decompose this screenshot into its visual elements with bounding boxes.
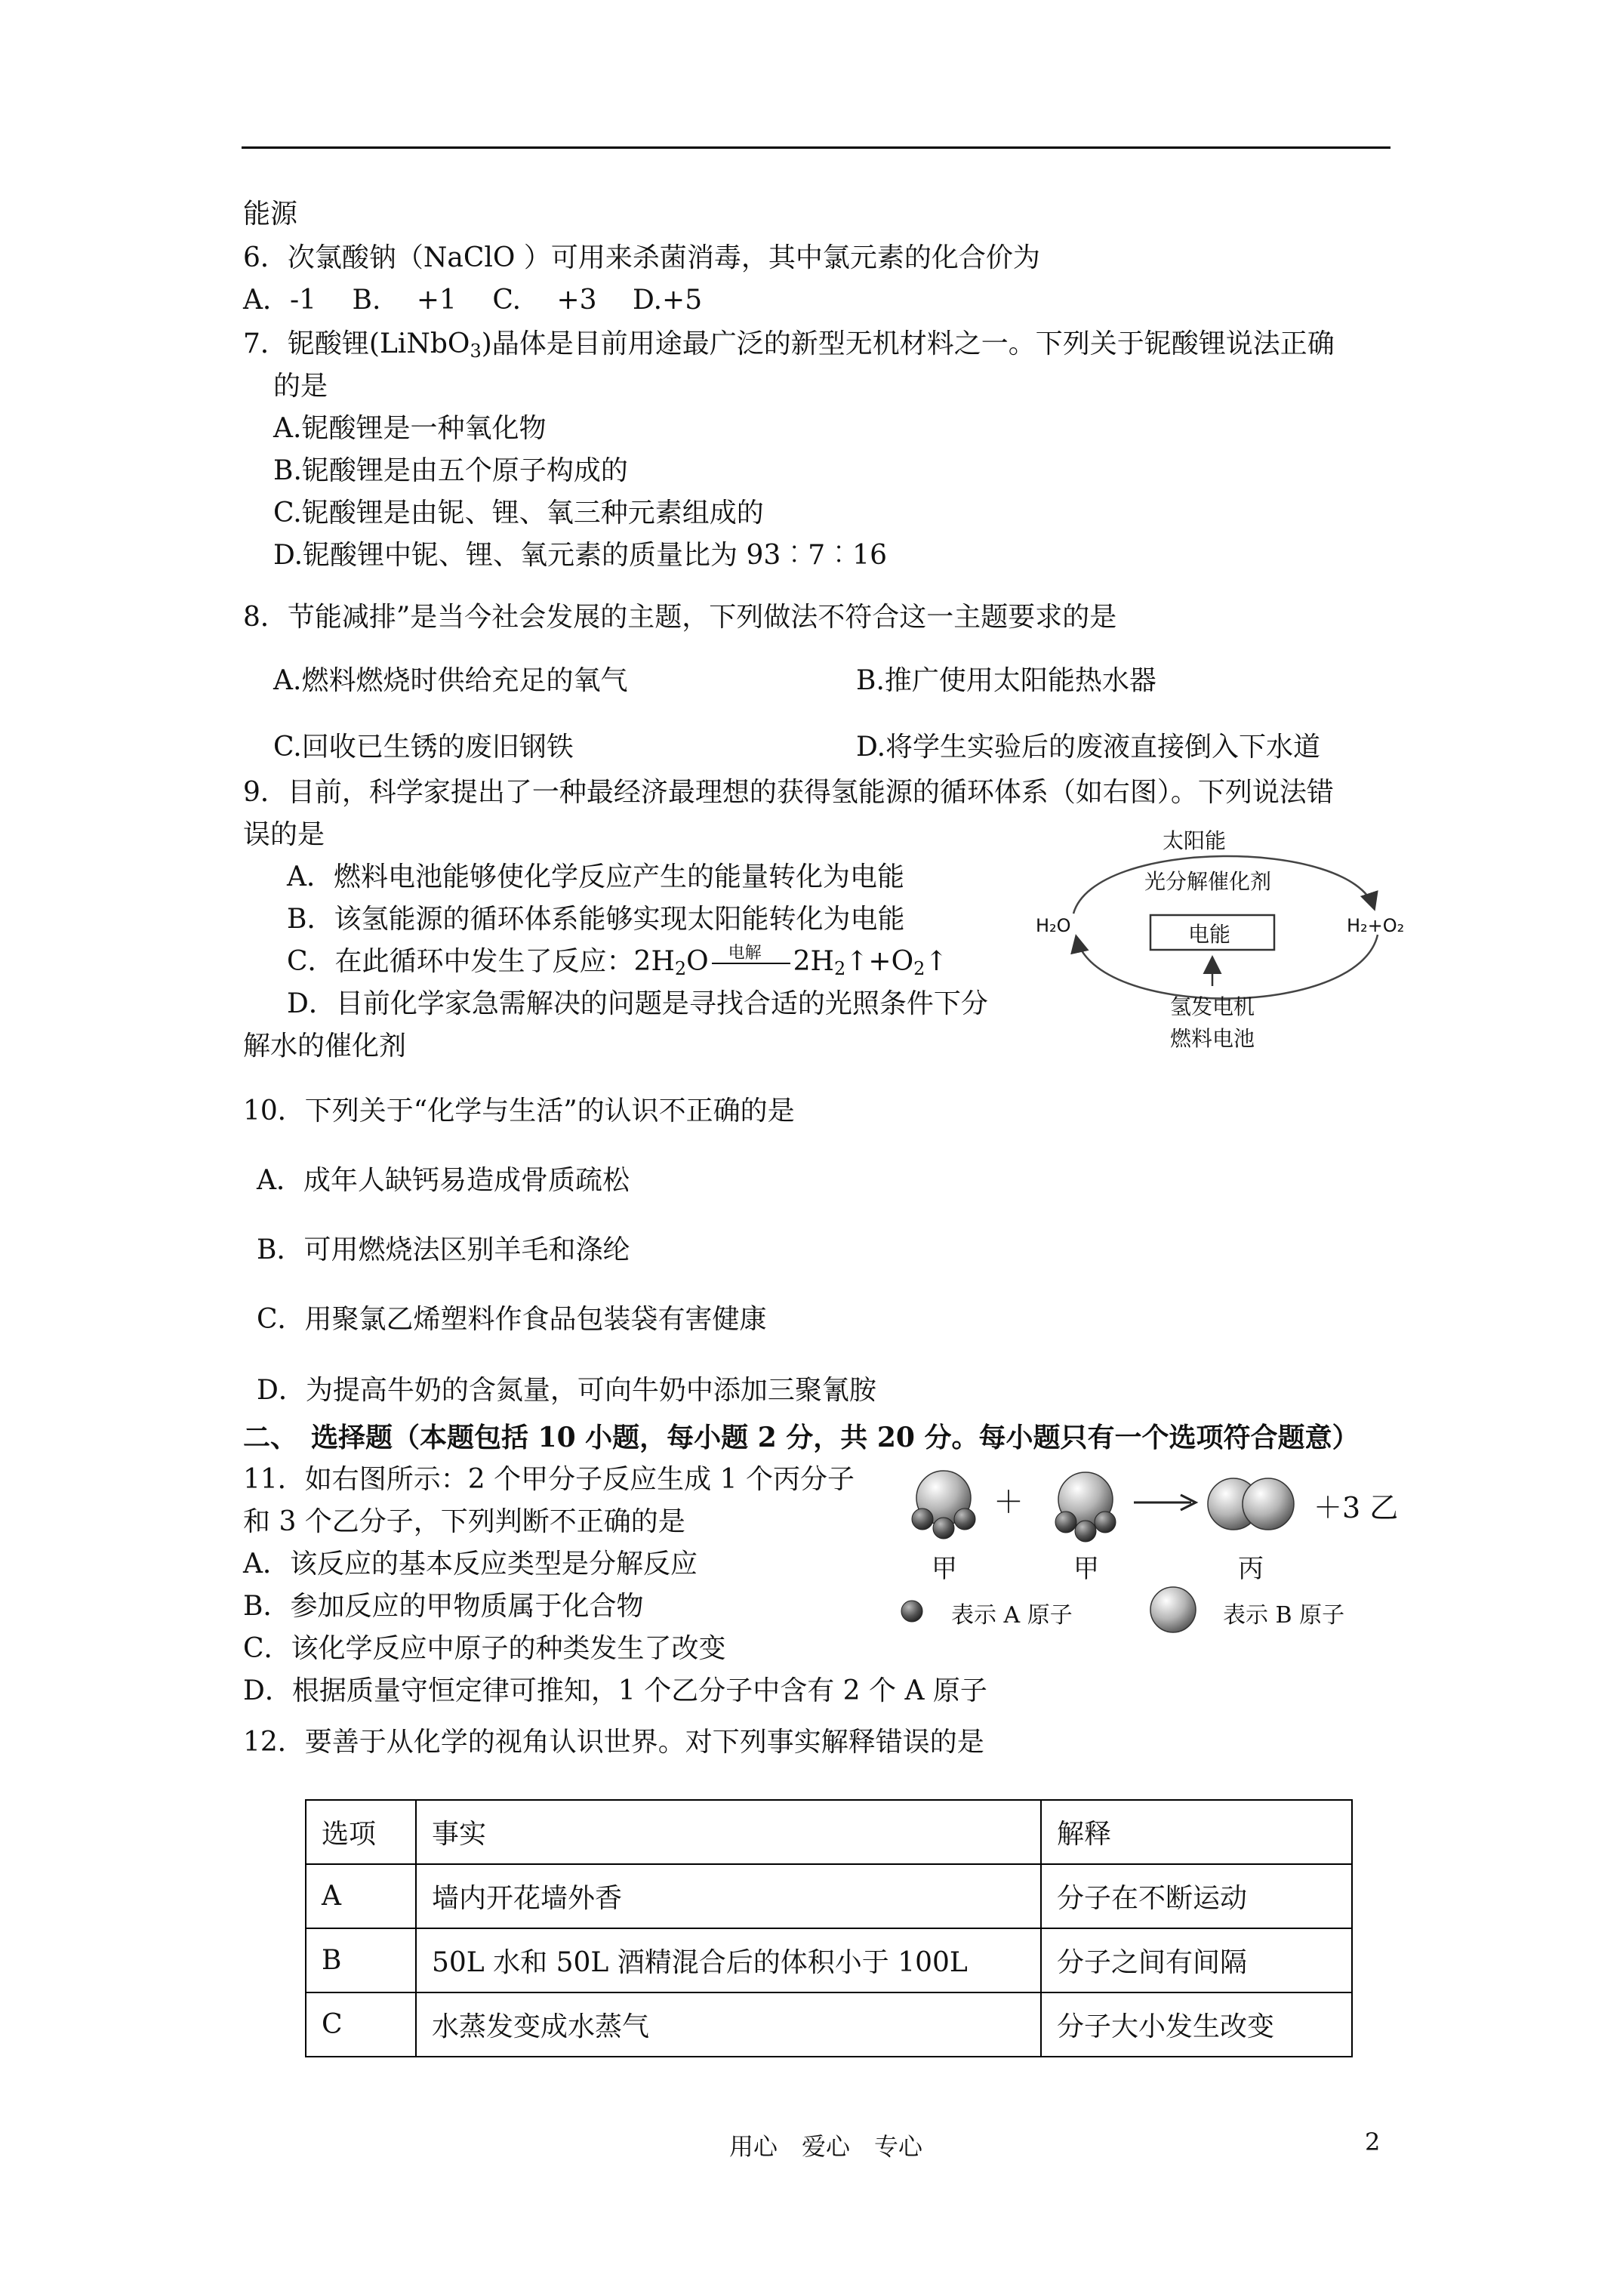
diagram-electricity-label: 电能 — [1188, 922, 1231, 947]
diagram-catalyst-label: 光分解催化剂 — [1144, 869, 1272, 894]
q12-table — [305, 1799, 1353, 2057]
table-cell: C — [306, 1992, 416, 2057]
q8-option-a: A.燃料燃烧时供给充足的氧气 — [273, 665, 628, 696]
q6-stem: 6．次氯酸钠（NaClO ）可用来杀菌消毒，其中氯元素的化合价为 — [243, 242, 1040, 273]
q7-option-d: D.铌酸锂中铌、锂、氧元素的质量比为 93︰7︰16 — [273, 540, 887, 571]
bing-label: 丙 — [1238, 1554, 1264, 1584]
header-rule — [242, 146, 1390, 149]
table-cell: 50L 水和 50L 酒精混合后的体积小于 100L — [416, 1928, 1041, 1992]
table-cell: 墙内开花墙外香 — [416, 1864, 1041, 1928]
q8-option-b: B.推广使用太阳能热水器 — [856, 665, 1156, 696]
jia-label-2: 甲 — [1073, 1554, 1099, 1584]
q6-options: A．-1 B. +1 C. +3 D.+5 — [243, 285, 703, 316]
footer-motto: 用心 爱心 专心 — [729, 2132, 923, 2161]
table-cell: 分子在不断运动 — [1041, 1864, 1352, 1928]
q8-option-c: C.回收已生锈的废旧钢铁 — [273, 732, 574, 763]
q11-option-b: B．参加反应的甲物质属于化合物 — [243, 1591, 644, 1622]
page-number: 2 — [1365, 2128, 1381, 2156]
diagram-solar-label: 太阳能 — [1163, 828, 1227, 853]
q9-option-d-cont: 解水的催化剂 — [243, 1031, 407, 1062]
q10-option-d: D．为提高牛奶的含氮量，可向牛奶中添加三聚氰胺 — [257, 1375, 876, 1406]
q7-option-b: B.铌酸锂是由五个原子构成的 — [273, 455, 628, 486]
diagram-fuel-cell-label: 燃料电池 — [1170, 1026, 1255, 1051]
q11-stem-cont: 和 3 个乙分子，下列判断不正确的是 — [243, 1506, 685, 1537]
q7-stem: 7．铌酸锂(LiNbO$_3$)晶体是目前用途最广泛的新型无机材料之一。下列关于铌酸锂说法正确 — [243, 328, 1335, 362]
q10-option-b: B．可用燃烧法区别羊毛和涤纶 — [257, 1234, 630, 1265]
q9-electrolysis-label: 电解 — [728, 944, 762, 963]
diagram-generator-label: 氢发电机 — [1170, 994, 1255, 1019]
molecule-reaction-diagram — [891, 1457, 1419, 1638]
table-cell: 水蒸发变成水蒸气 — [416, 1992, 1041, 2057]
q9-option-d: D．目前化学家急需解决的问题是寻找合适的光照条件下分 — [287, 988, 988, 1019]
q10-stem: 10．下列关于“化学与生活”的认识不正确的是 — [243, 1096, 795, 1126]
q7-option-a: A.铌酸锂是一种氧化物 — [273, 413, 547, 444]
table-header-row — [306, 1800, 1352, 1864]
table-cell: 分子大小发生改变 — [1041, 1992, 1352, 2057]
q11-option-d: D．根据质量守恒定律可推知，1 个乙分子中含有 2 个 A 原子 — [243, 1675, 987, 1706]
q8-option-d: D.将学生实验后的废液直接倒入下水道 — [856, 732, 1321, 763]
table-header-cell: 解释 — [1041, 1800, 1352, 1864]
molecule-jia-1 — [912, 1471, 975, 1539]
table-header-cell: 选项 — [306, 1800, 416, 1864]
q10-option-a: A．成年人缺钙易造成骨质疏松 — [257, 1165, 630, 1196]
plus-sign: ＋ — [993, 1485, 1024, 1520]
q11-stem: 11．如右图所示：2 个甲分子反应生成 1 个丙分子 — [243, 1464, 855, 1495]
diagram-products-label: H₂+O₂ — [1347, 915, 1405, 936]
q7-stem-cont: 的是 — [273, 371, 328, 402]
table-cell: B — [306, 1928, 416, 1992]
table-row — [306, 1992, 1352, 2057]
q7-option-c: C.铌酸锂是由铌、锂、氧三种元素组成的 — [273, 498, 764, 529]
table-row — [306, 1928, 1352, 1992]
q9-option-a: A．燃料电池能够使化学反应产生的能量转化为电能 — [287, 861, 904, 892]
table-row — [306, 1864, 1352, 1928]
top-text: 能源 — [243, 199, 298, 230]
q9-option-b: B．该氢能源的循环体系能够实现太阳能转化为电能 — [287, 904, 905, 935]
table-cell: 分子之间有间隔 — [1041, 1928, 1352, 1992]
molecule-bing — [1208, 1478, 1294, 1530]
jia-label-1: 甲 — [932, 1554, 957, 1584]
legend-a-atom: 表示 A 原子 — [951, 1602, 1073, 1629]
diagram-water-label: H₂O — [1036, 915, 1071, 936]
legend-b-atom: 表示 B 原子 — [1223, 1602, 1345, 1629]
section-2-heading: 二、 选择题（本题包括 10 小题，每小题 2 分，共 20 分。每小题只有一个选项符合题意） — [243, 1422, 1360, 1453]
q9-stem: 9．目前，科学家提出了一种最经济最理想的获得氢能源的循环体系（如右图）。下列说法错 — [243, 777, 1334, 808]
table-header-cell: 事实 — [416, 1800, 1041, 1864]
hydrogen-cycle-diagram — [1034, 823, 1419, 1072]
q12-stem: 12．要善于从化学的视角认识世界。对下列事实解释错误的是 — [243, 1727, 984, 1758]
q8-stem: 8．节能减排”是当今社会发展的主题，下列做法不符合这一主题要求的是 — [243, 602, 1117, 633]
q11-option-a: A．该反应的基本反应类型是分解反应 — [243, 1549, 698, 1579]
q10-option-c: C．用聚氯乙烯塑料作食品包装袋有害健康 — [257, 1304, 767, 1335]
q11-option-c: C．该化学反应中原子的种类发生了改变 — [243, 1633, 726, 1664]
plus-3-yi-label: ＋3 乙 — [1313, 1491, 1399, 1524]
q9-option-c: C．在此循环中发生了反应：$2H_2O$ 电解 $2H_2↑+O_2↑$ — [287, 945, 948, 978]
q9-stem-cont: 误的是 — [243, 819, 325, 850]
table-cell: A — [306, 1864, 416, 1928]
molecule-jia-2 — [1055, 1472, 1116, 1542]
